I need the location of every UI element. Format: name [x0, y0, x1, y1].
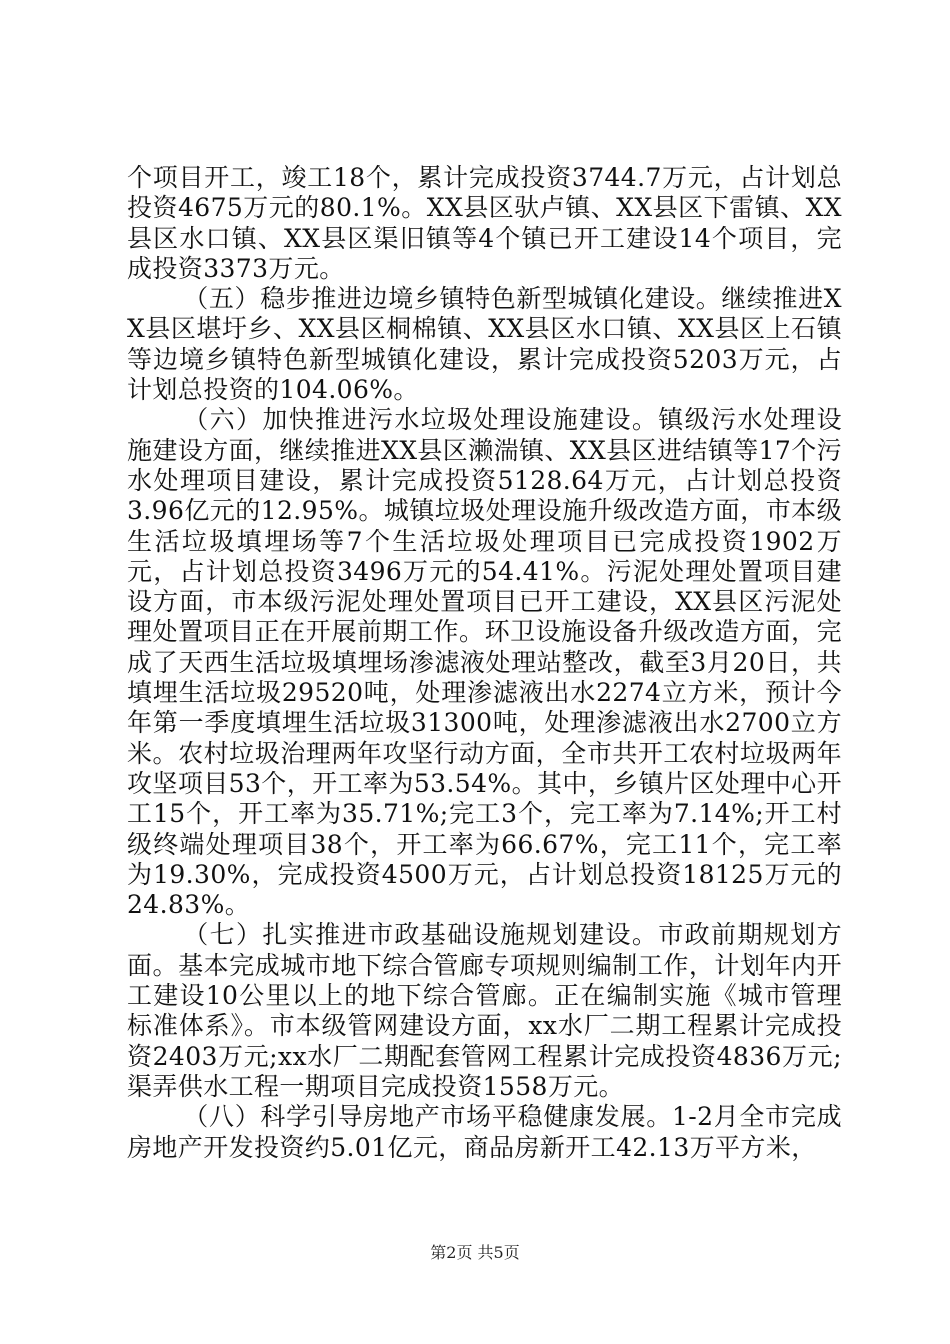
document-body [127, 163, 842, 1163]
paragraph-section-5: （五）稳步推进边境乡镇特色新型城镇化建设。继续推进XX县区堪圩乡、XX县区桐棉镇、XX县区水口镇、XX县区上石镇等边境乡镇特色新型城镇化建设，累计完成投资5203万元，占计划总投资的104.06%。 [127, 284, 842, 405]
paragraph-section-6: （六）加快推进污水垃圾处理设施建设。镇级污水处理设施建设方面，继续推进XX县区濑湍镇、XX县区进结镇等17个污水处理项目建设，累计完成投资5128.64万元，占计划总投资3.96亿元的12.95%。城镇垃圾处理设施升级改造方面，市本级生活垃圾填埋场等7个生活垃圾处理项目已完成投资1902万元，占计划总投资3496万元的54.41%。污泥处理处置项目建设方面，市本级污泥处理处置项目已开工建设，XX县区污泥处理处置项目正在开展前期工作。环卫设施设备升级改造方面，完成了天西生活垃圾填埋场渗滤液处理站整改，截至3月20日，共填埋生活垃圾29520吨，处理渗滤液出水2274立方米，预计今年第一季度填埋生活垃圾31300吨，处理渗滤液出水2700立方米。农村垃圾治理两年攻坚行动方面，全市共开工农村垃圾两年攻坚项目53个，开工率为53.54%。其中，乡镇片区处理中心开工15个，开工率为35.71%;完工3个，完工率为7.14%;开工村级终端处理项目38个，开工率为66.67%，完工11个，完工率为19.30%，完成投资4500万元，占计划总投资18125万元的24.83%。 [127, 405, 843, 920]
paragraph-section-8: （八）科学引导房地产市场平稳健康发展。1-2月全市完成房地产开发投资约5.01亿元，商品房新开工42.13万平方米， [127, 1102, 842, 1162]
paragraph-continued: 个项目开工，竣工18个，累计完成投资3744.7万元，占计划总投资4675万元的80.1%。XX县区驮卢镇、XX县区下雷镇、XX县区水口镇、XX县区渠旧镇等4个镇已开工建设14个项目，完成投资3373万元。 [127, 163, 842, 283]
page-number-footer: 第2页 共5页 [430, 1243, 520, 1262]
paragraph-section-7: （七）扎实推进市政基础设施规划建设。市政前期规划方面。基本完成城市地下综合管廊专项规则编制工作，计划年内开工建设10公里以上的地下综合管廊。正在编制实施《城市管理标准体系》。市本级管网建设方面，xx水厂二期工程累计完成投资2403万元;xx水厂二期配套管网工程累计完成投资4836万元;渠弄供水工程一期项目完成投资1558万元。 [127, 920, 842, 1101]
